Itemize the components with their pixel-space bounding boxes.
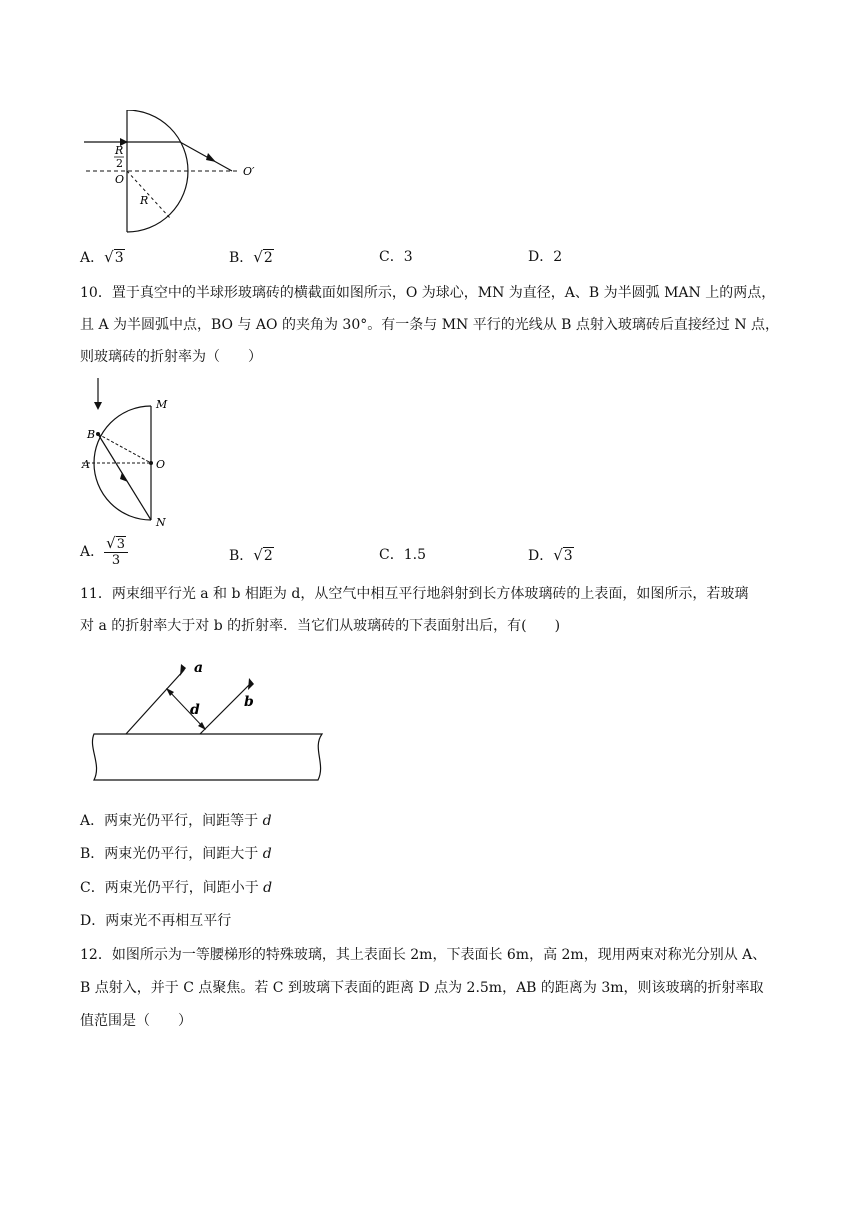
q10-option-b-value: 2 <box>263 548 273 564</box>
q12-stem-line-1: 12．如图所示为一等腰梯形的特殊玻璃，其上表面长 2m，下表面长 6m，高 2m，现用两束对称光分别从 A、 <box>80 947 767 963</box>
q9-option-b-value: 2 <box>263 250 273 266</box>
q10-option-c-value: 1.5 <box>403 547 426 563</box>
q10-label-a: A <box>82 458 90 471</box>
q10-label-b: B <box>87 428 96 441</box>
q10-label-m: M <box>156 398 168 411</box>
q10-label-o: O <box>156 458 166 471</box>
q10-stem-line-2: 且 A 为半圆弧中点，BO 与 AO 的夹角为 30°。有一条与 MN 平行的光线从 B 点射入玻璃砖后直接经过 N 点， <box>80 317 780 333</box>
q10-option-a-den: 3 <box>111 553 121 568</box>
q10-label-n: N <box>156 516 166 529</box>
q9-label-o-prime: O′ <box>243 165 255 178</box>
q9-label-r-num: R <box>115 144 124 157</box>
q10-stem-line-3: 则玻璃砖的折射率为（ ） <box>80 349 262 365</box>
q12-stem-line-3: 值范围是（ ） <box>80 1013 192 1029</box>
q11-label-a: a <box>194 660 204 676</box>
q9-label-o: O <box>115 173 125 186</box>
q10-option-a[interactable]: A． $\frac{√3}{3}$ <box>80 536 128 568</box>
q11-figure <box>86 652 326 788</box>
q11-option-d[interactable]: D．两束光不再相互平行 <box>80 913 232 929</box>
q10-stem-line-1: 10．置于真空中的半球形玻璃砖的横截面如图所示，O 为球心，MN 为直径，A、B 为半圆弧 MAN 上的两点， <box>80 285 776 301</box>
q9-option-a[interactable]: A．√3 <box>80 248 124 266</box>
q9-label-r: R <box>140 194 149 207</box>
q10-option-d-value: 3 <box>563 548 573 564</box>
q10-option-d[interactable]: D．√3 <box>528 546 573 564</box>
q11-label-d: d <box>190 702 200 718</box>
q11-stem-line-1: 11．两束细平行光 a 和 b 相距为 d，从空气中相互平行地斜射到长方体玻璃砖的上表面，如图所示，若玻璃 <box>80 586 749 602</box>
q9-option-a-value: 3 <box>114 250 124 266</box>
q12-stem-line-2: B 点射入，并于 C 点聚焦。若 C 到玻璃下表面的距离 D 点为 2.5m，AB 的距离为 3m，则该玻璃的折射率取 <box>80 980 764 996</box>
q11-stem-line-2: 对 a 的折射率大于对 b 的折射率．当它们从玻璃砖的下表面射出后，有( ) <box>80 618 561 634</box>
q10-option-b[interactable]: B．√2 <box>229 546 273 564</box>
q9-option-d-value: 2 <box>553 249 563 265</box>
q9-option-b[interactable]: B．√2 <box>229 248 273 266</box>
q10-figure <box>78 372 178 532</box>
q10-option-a-num: 3 <box>116 537 125 552</box>
q9-figure <box>80 110 280 240</box>
q10-option-c[interactable]: C．1.5 <box>379 547 426 563</box>
q9-label-r-den: 2 <box>116 157 123 170</box>
q9-option-c-value: 3 <box>403 249 413 265</box>
q11-option-b[interactable]: B．两束光仍平行，间距大于 d <box>80 846 272 862</box>
q9-option-c[interactable]: C．3 <box>379 249 413 265</box>
q11-label-b: b <box>244 694 254 710</box>
q11-option-a[interactable]: A．两束光仍平行，间距等于 d <box>80 813 272 829</box>
q9-option-d[interactable]: D．2 <box>528 249 563 265</box>
q11-option-c[interactable]: C．两束光仍平行，间距小于 d <box>80 880 273 896</box>
